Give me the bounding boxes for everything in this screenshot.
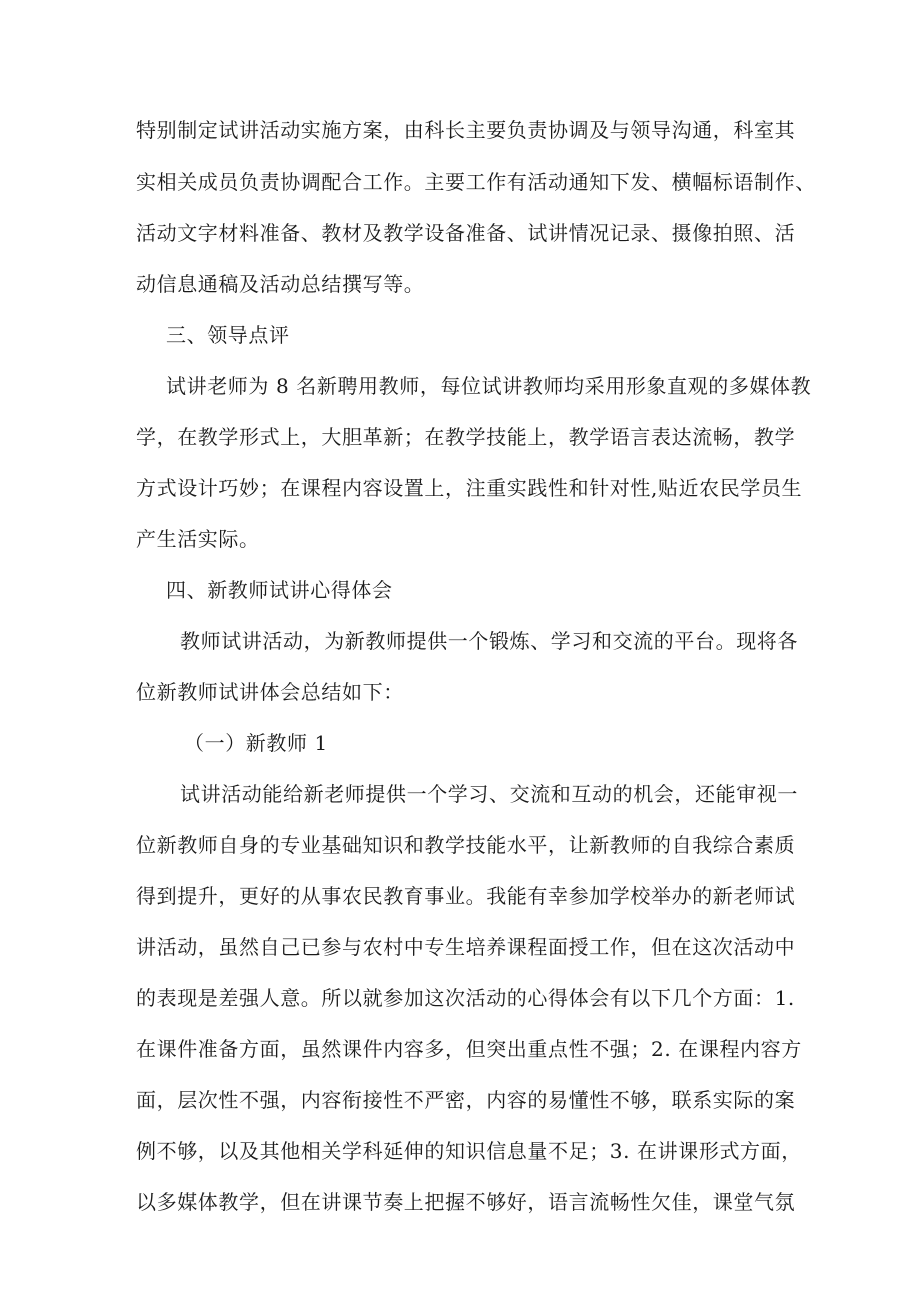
paragraph-4-line-7: 面，层次性不强，内容衔接性不严密，内容的易懂性不够，联系实际的案 [136,1088,796,1112]
subheading-new-teacher-1: （一）新教师 1 [184,731,328,755]
paragraph-2-line-1: 试讲老师为 8 名新聘用教师，每位试讲教师均采用形象直观的多媒体教 [166,374,812,398]
paragraph-4-line-9: 以多媒体教学，但在讲课节奏上把握不够好，语言流畅性欠佳，课堂气氛 [136,1190,796,1214]
paragraph-3-line-1: 教师试讲活动，为新教师提供一个锻炼、学习和交流的平台。现将各 [180,629,798,653]
section-heading-4: 四、新教师试讲心得体会 [166,578,393,602]
paragraph-2-line-4: 产生活实际。 [136,527,260,551]
paragraph-4-line-1: 试讲活动能给新老师提供一个学习、交流和互动的机会，还能审视一 [180,782,798,806]
section-heading-3: 三、领导点评 [166,323,290,347]
paragraph-4-line-6: 在课件准备方面，虽然课件内容多，但突出重点性不强；2. 在课程内容方 [136,1037,802,1061]
paragraph-4-line-2: 位新教师自身的专业基础知识和教学技能水平，让新教师的自我综合素质 [136,833,796,857]
paragraph-1-line-2: 实相关成员负责协调配合工作。主要工作有活动通知下发、横幅标语制作、 [136,170,816,194]
paragraph-4-line-8: 例不够，以及其他相关学科延伸的知识信息量不足；3. 在讲课形式方面， [136,1139,802,1163]
paragraph-1-line-4: 动信息通稿及活动总结撰写等。 [136,272,425,296]
paragraph-4-line-5: 的表现是差强人意。所以就参加这次活动的心得体会有以下几个方面：1. [136,986,795,1010]
paragraph-4-line-4: 讲活动，虽然自己已参与农村中专生培养课程面授工作，但在这次活动中 [136,935,796,959]
paragraph-2-line-3: 方式设计巧妙；在课程内容设置上，注重实践性和针对性,贴近农民学员生 [136,476,803,500]
paragraph-1-line-1: 特别制定试讲活动实施方案，由科长主要负责协调及与领导沟通，科室其 [136,118,796,142]
paragraph-2-line-2: 学，在教学形式上，大胆革新；在教学技能上，教学语言表达流畅，教学 [136,425,796,449]
paragraph-4-line-3: 得到提升，更好的从事农民教育事业。我能有幸参加学校举办的新老师试 [136,884,796,908]
paragraph-3-line-2: 位新教师试讲体会总结如下： [136,680,404,704]
paragraph-1-line-3: 活动文字材料准备、教材及教学设备准备、试讲情况记录、摄像拍照、活 [136,221,796,245]
